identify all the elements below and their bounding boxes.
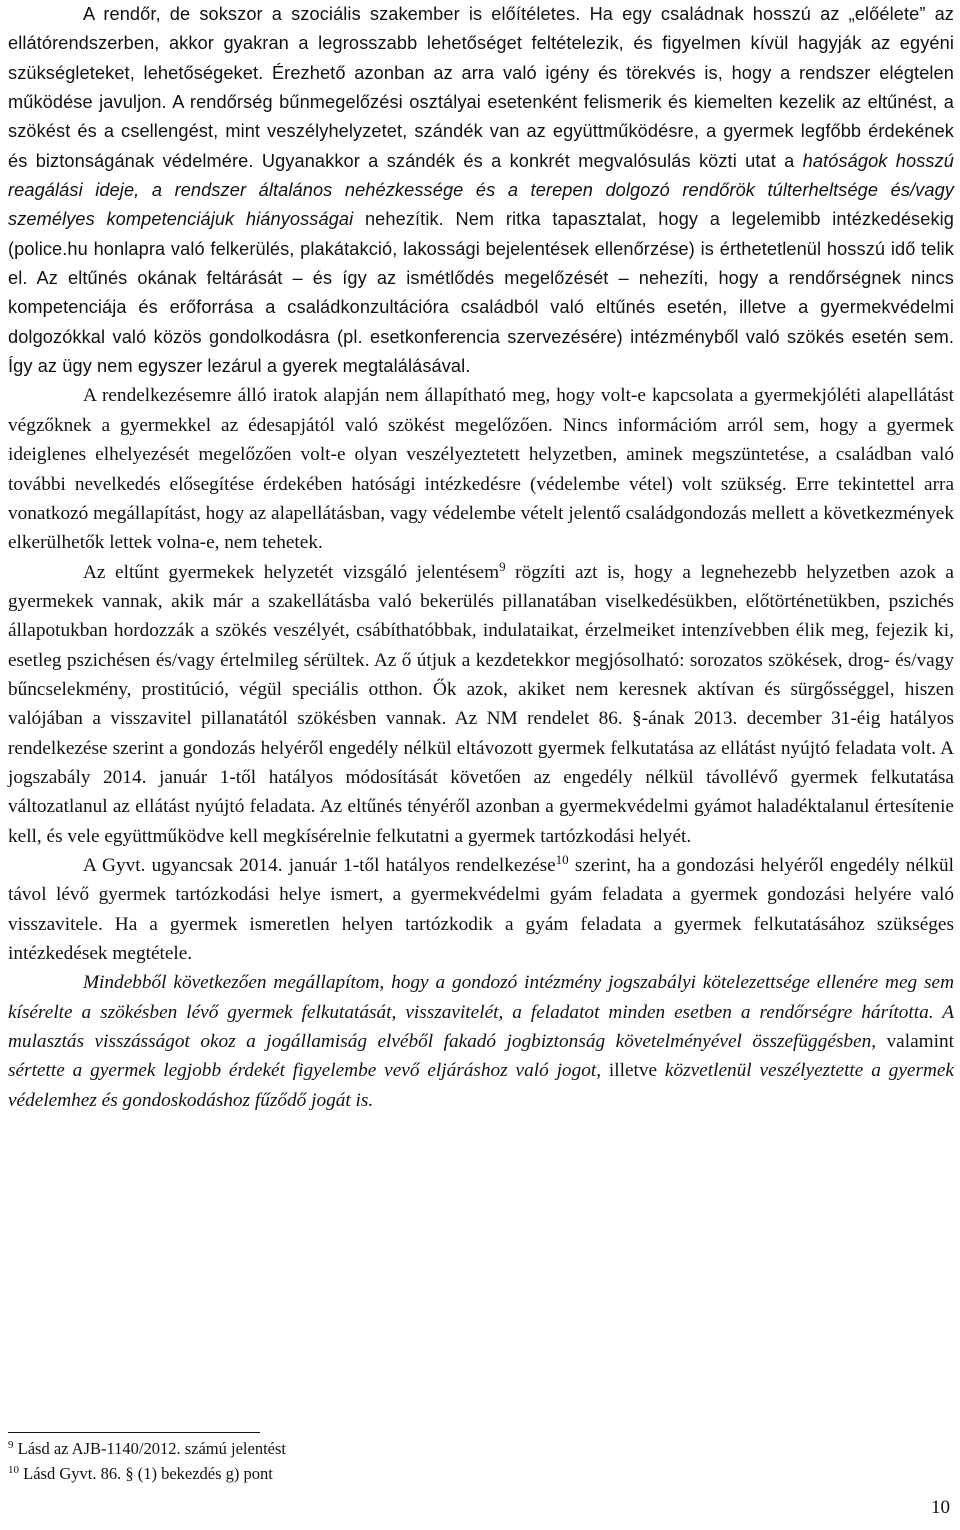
paragraph-4-text-a: A Gyvt. ugyancsak 2014. január 1-től hatályos rendelkezése <box>83 854 556 876</box>
paragraph-4 <box>8 851 954 968</box>
footnote-ref-10[interactable]: 10 <box>555 851 569 867</box>
paragraph-1-text-b: Ugyanakkor a szándék és a konkrét megvalósulás közti utat a <box>253 150 803 171</box>
paragraph-3 <box>8 558 954 851</box>
paragraph-1-italic: hatóságok hosszú reagálási ideje, a rendszer általános nehézkessége és a terepen dolgozó rendőrök túlterheltsége és/vagy személyes kompetenciájuk hiányosságai <box>8 150 955 230</box>
paragraph-5-conclusion <box>8 968 954 1115</box>
footnote-10 <box>8 1461 708 1486</box>
paragraph-5-italic-a: Mindebből következően megállapítom, hogy a gondozó intézmény jogszabályi kötelezettsége ellenére meg sem kísérelte a szökésben lévő gyermek felkutatását, visszavitelét, a feladatot minden esetben a rendőrségre hárította. A mulasztás visszásságot okoz a jogállamiság elvéből fakadó jogbiztonság követelményével összefüggésben, <box>8 972 954 1053</box>
footnote-9 <box>8 1436 708 1461</box>
page-number: 10 <box>931 1497 950 1518</box>
paragraph-1-text-d: nehezítik. Nem ritka tapasztalat, hogy a legelemibb intézkedésekig (police.hu honlapra való felkerülés, plakátakció, lakossági bejelentések ellenőrzése) is érthetetlenül hosszú idő telik el. Az eltűnés okának feltárását – és így az ismétlődés megelőzését – nehezíti, hogy a rendőrségnek nincs kompetenciája és erőforrása a családkonzultációra családból való eltűnés esetén, illetve a gyermekvédelmi dolgozókkal való közös gondolkodásra (pl. esetkonferencia szervezésére) intézményből való szökés esetén sem. Így az ügy nem egyszer lezárul a gyerek megtalálásával. <box>8 209 954 377</box>
paragraph-1 <box>8 0 954 381</box>
document-body <box>8 0 954 1115</box>
paragraph-5-italic-c: sértette a gyermek legjobb érdekét figyelembe vevő eljáráshoz való jogot, <box>8 1060 602 1082</box>
footnote-text-9: Lásd az AJB-1140/2012. számú jelentést <box>13 1439 286 1458</box>
paragraph-3-text-b: rögzíti azt is, hogy a legnehezebb helyzetben azok a gyermekek vannak, akik már a szakellátásba való bekerülés pillanatában viselkedésükben, előtörténetükben, pszichés állapotukban hordozzák a szökés veszélyét, csábíthatóbbak, indulataikat, érzelmeiket intenzívebben élik meg, fejezik ki, esetleg pszichésen és/vagy értelmileg sérültek. Az ő útjuk a kezdetekkor megjósolható: sorozatos szökések, drog- és/vagy bűncselekmény, prostitúció, végül speciális otthon. Ők azok, akiket nem keresnek aktívan és sürgősséggel, hiszen valójában a visszavitel pillanatától szökésben vannak. Az NM rendelet 86. §-ának 2013. december 31-éig hatályos rendelkezése szerint a gondozás helyéről engedély nélkül eltávozott gyermek felkutatása az ellátást nyújtó feladata volt. A jogszabály 2014. január 1-től hatályos módosítását követően az engedély nélkül távollévő gyermek felkutatása változatlanul az ellátást nyújtó feladata. Az eltűnés tényéről azonban a gyermekvédelmi gyámot haladéktalanul értesítenie kell, és vele együttműködve kell megkísérelnie felkutatni a gyermek tartózkodási helyét. <box>8 561 954 847</box>
paragraph-5-text-b: valamint <box>876 1031 954 1053</box>
paragraph-5-italic-e: közvetlenül veszélyeztette a gyermek védelemhez és gondoskodáshoz fűződő jogát is. <box>8 1060 954 1111</box>
paragraph-2: A rendelkezésemre álló iratok alapján nem állapítható meg, hogy volt-e kapcsolata a gyermekjóléti alapellátást végzőknek a gyermekkel az édesapjától való szökést megelőzően. Nincs információm arról sem, hogy a gyermek ideiglenes elhelyezését megelőzően volt-e olyan veszélyeztetett helyzetben, aminek megszüntetése, a családban való további nevelkedés elősegítése érdekében hatósági intézkedésre (védelembe vétel) volt szükség. Erre tekintettel arra vonatkozó megállapítást, hogy az alapellátásban, vagy védelembe vételt jelentő családgondozás mellett a következmények elkerülhetők lettek volna-e, nem tehetek. <box>8 385 954 554</box>
paragraph-3-text-a: Az eltűnt gyermekek helyzetét vizsgáló jelentésem <box>83 561 500 583</box>
footnotes <box>8 1436 708 1486</box>
paragraph-1-text-a: A rendőr, de sokszor a szociális szakember is előítéletes. Ha egy családnak hosszú az „előélete” az ellátórendszerben, akkor gyakran a legrosszabb lehetőséget feltételezik, és figyelmen kívül hagyják az egyéni szükségleteket, lehetőségeket. Érezhető azonban az arra való igény és törekvés is, hogy a rendszer elégtelen működése javuljon. A rendőrség bűnmegelőzési osztályai esetenként felismerik és kiemelten kezelik az eltűnést, a szökést és a csellengést, mint veszélyhelyzetet, szándék van az együttműködésre, a gyermek legfőbb érdekének és biztonságának védelmére. <box>8 4 954 171</box>
footnote-mark-9: 9 <box>8 1439 14 1451</box>
paragraph-4-text-b: szerint, ha a gondozási helyéről engedély nélkül távol lévő gyermek tartózkodási helye ismert, a gyermekvédelmi gyám feladata a gyermek gondozási helyére való visszavitele. Ha a gyermek ismeretlen helyen tartózkodik a gyám feladata a gyermek felkutatásához szükséges intézkedések megtétele. <box>8 854 954 964</box>
paragraph-5-text-d: illetve <box>601 1060 665 1082</box>
footnote-separator <box>8 1432 260 1433</box>
footnote-text-10: Lásd Gyvt. 86. § (1) bekezdés g) pont <box>19 1464 273 1483</box>
footnote-mark-10: 10 <box>8 1464 19 1476</box>
footnote-ref-9[interactable]: 9 <box>499 558 506 574</box>
